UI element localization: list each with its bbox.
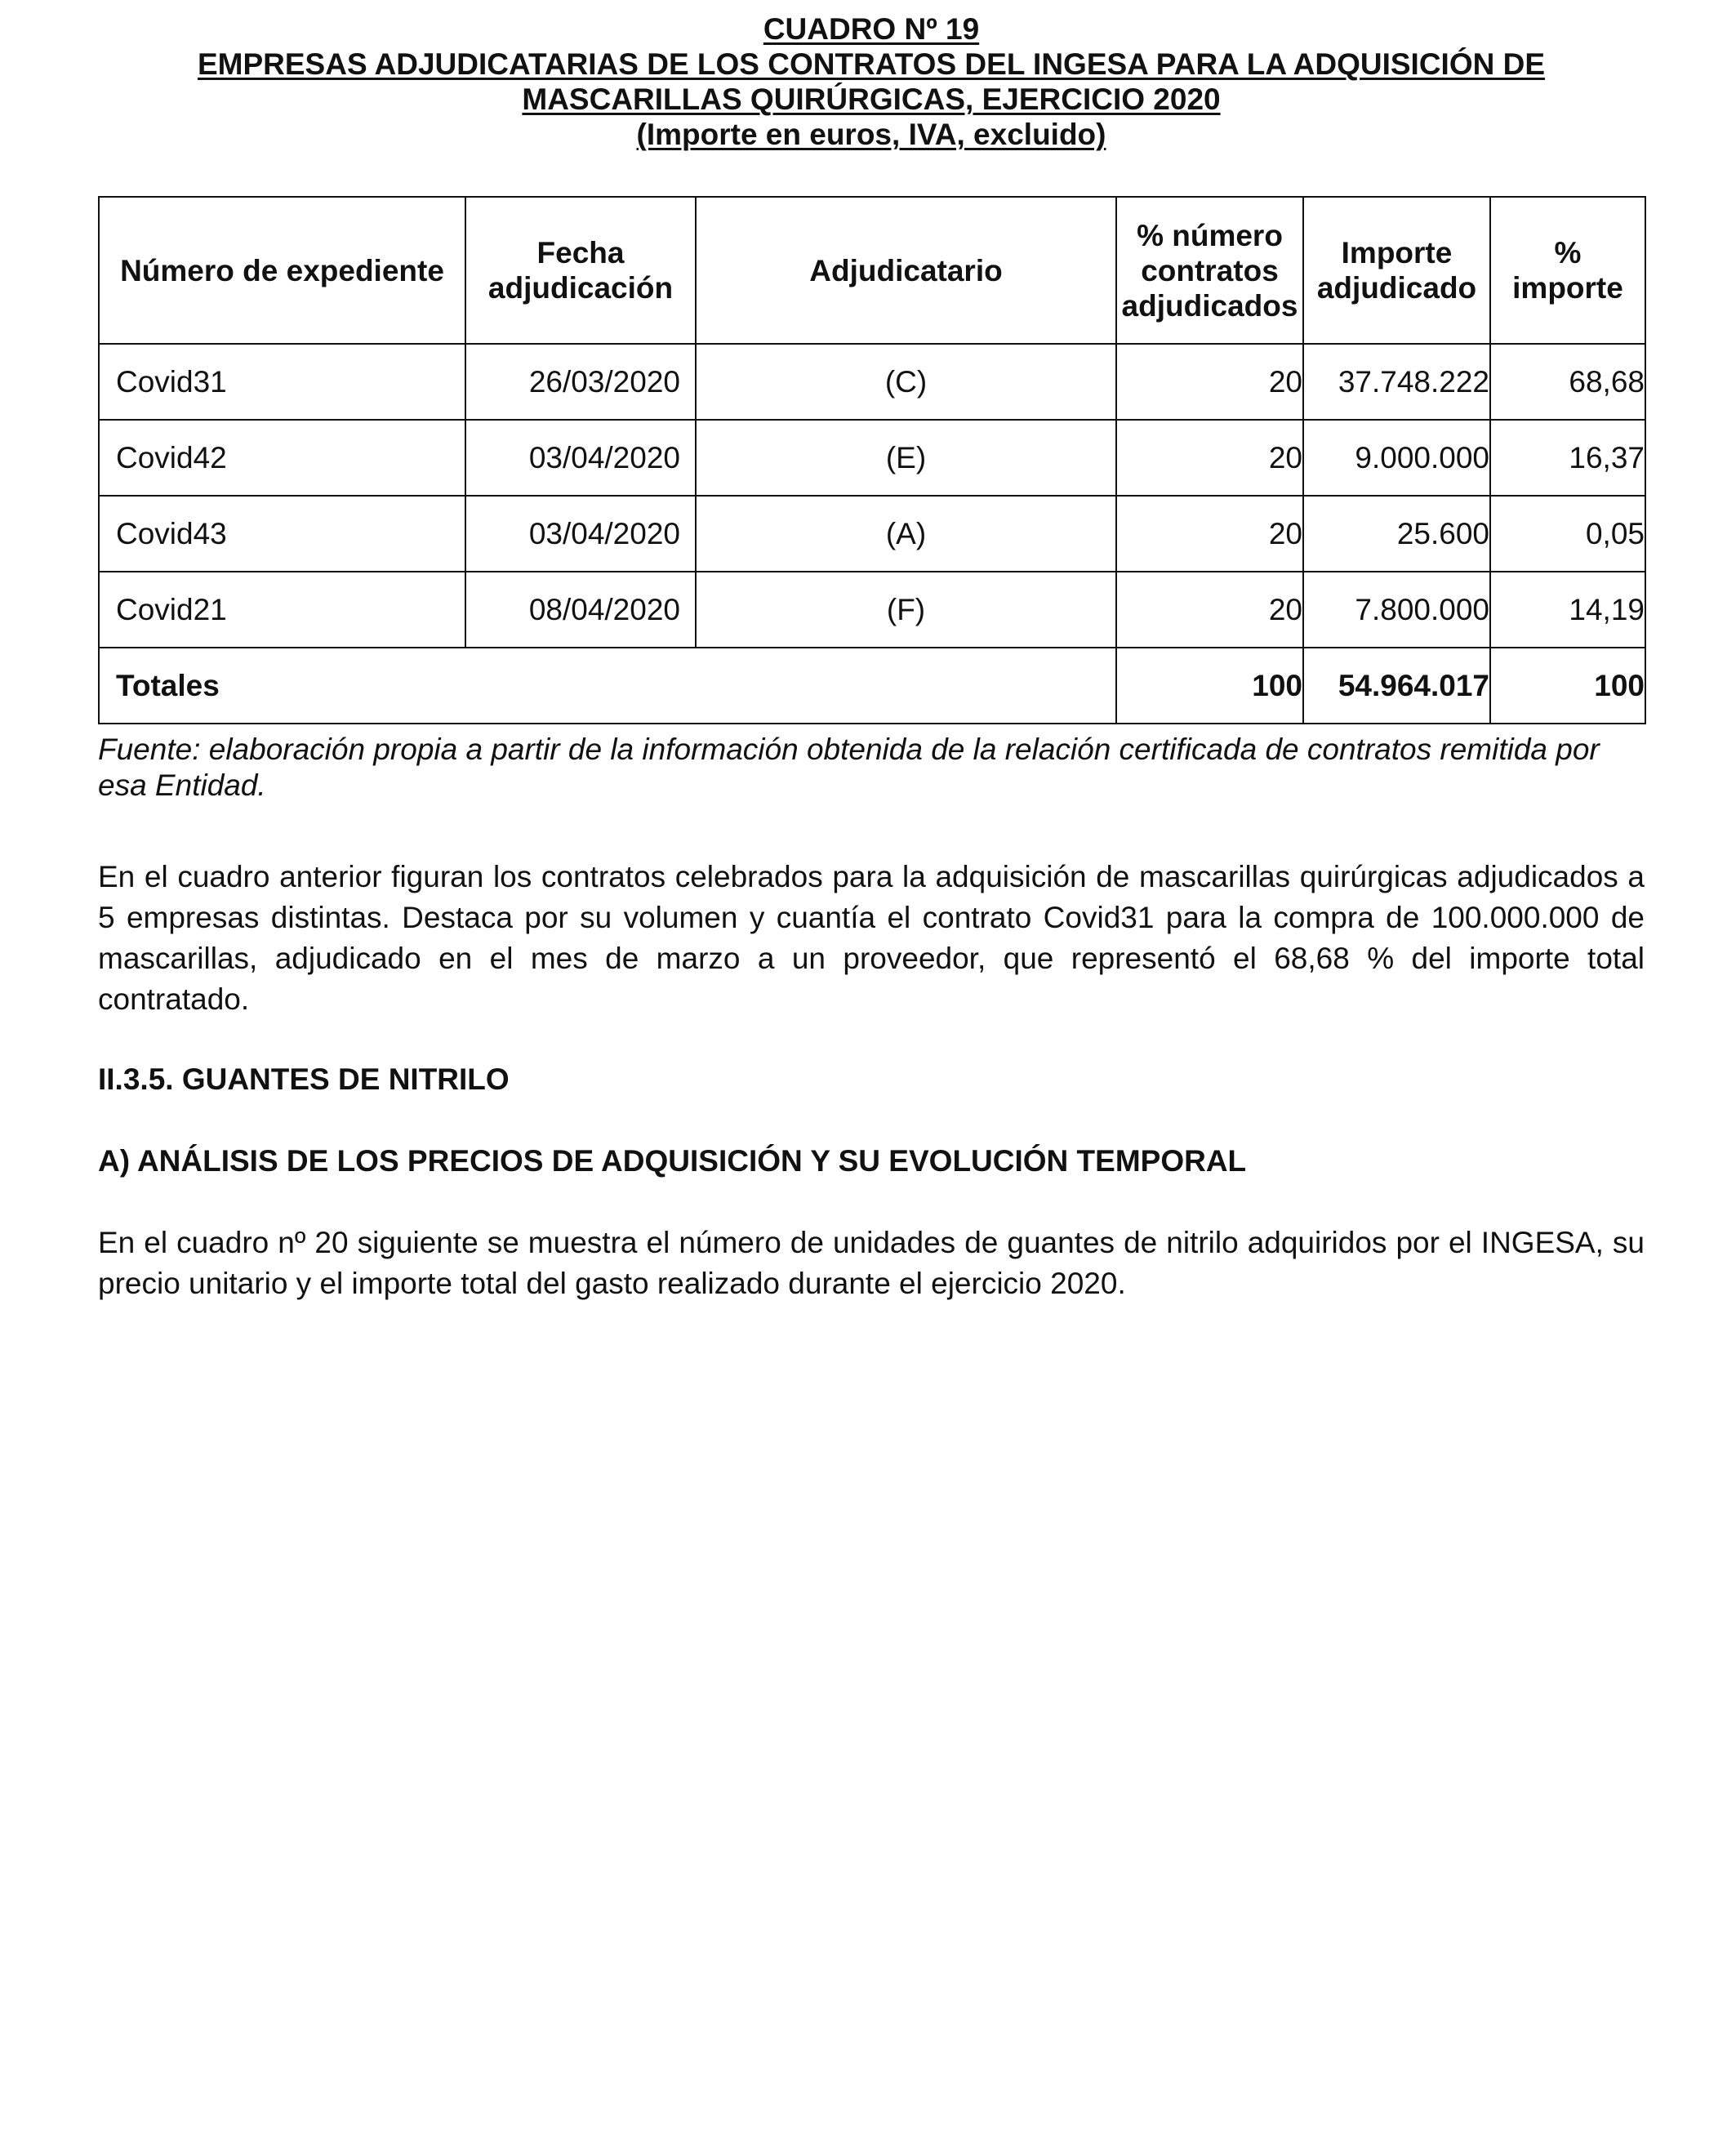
totals-importe: 54.964.017 <box>1303 648 1490 724</box>
header-pct-numero: % número contratos adjudicados <box>1116 197 1303 344</box>
cell-pct-importe: 68,68 <box>1490 344 1645 420</box>
paragraph-cuadro-20: En el cuadro nº 20 siguiente se muestra el número de unidades de guantes de nitrilo adquiridos por el INGESA, su precio unitario y el importe total del gasto realizado durante el ejercicio 2020. <box>98 1226 1645 1300</box>
table-header-row <box>99 197 1645 344</box>
cell-adjudicatario: (C) <box>696 344 1116 420</box>
cell-adjudicatario: (F) <box>696 572 1116 648</box>
contracts-table <box>98 196 1646 724</box>
table-title <box>98 11 1645 152</box>
cell-importe: 37.748.222 <box>1303 344 1490 420</box>
cell-expediente: Covid31 <box>99 344 465 420</box>
header-adjudicatario: Adjudicatario <box>696 197 1116 344</box>
totals-label: Totales <box>99 648 1116 724</box>
table-source-note: Fuente: elaboración propia a partir de la información obtenida de la relación certificada de contratos remitida por esa Entidad. <box>98 733 1600 802</box>
cell-pct-importe: 16,37 <box>1490 420 1645 496</box>
cell-pct-numero: 20 <box>1116 344 1303 420</box>
title-line-2: EMPRESAS ADJUDICATARIAS DE LOS CONTRATOS DEL INGESA PARA LA ADQUISICIÓN DE <box>197 47 1546 81</box>
cell-expediente: Covid43 <box>99 496 465 572</box>
cell-importe: 25.600 <box>1303 496 1490 572</box>
title-line-4: (Importe en euros, IVA, excluido) <box>636 118 1106 151</box>
header-expediente: Número de expediente <box>99 197 465 344</box>
cell-pct-numero: 20 <box>1116 496 1303 572</box>
totals-pct-numero: 100 <box>1116 648 1303 724</box>
header-fecha: Fecha adjudicación <box>465 197 696 344</box>
cell-fecha: 03/04/2020 <box>465 420 696 496</box>
cell-importe: 7.800.000 <box>1303 572 1490 648</box>
table-row <box>99 420 1645 496</box>
subsection-heading-precios: A) ANÁLISIS DE LOS PRECIOS DE ADQUISICIÓN Y SU EVOLUCIÓN TEMPORAL <box>98 1144 1247 1178</box>
header-pct-importe: % importe <box>1490 197 1645 344</box>
table-row <box>99 344 1645 420</box>
cell-expediente: Covid21 <box>99 572 465 648</box>
cell-pct-importe: 14,19 <box>1490 572 1645 648</box>
cell-expediente: Covid42 <box>99 420 465 496</box>
totals-pct-importe: 100 <box>1490 648 1645 724</box>
totals-row <box>99 648 1645 724</box>
title-line-3: MASCARILLAS QUIRÚRGICAS, EJERCICIO 2020 <box>522 82 1221 116</box>
paragraph-analysis: En el cuadro anterior figuran los contratos celebrados para la adquisición de mascarillas quirúrgicas adjudicados a 5 empresas distintas. Destaca por su volumen y cuantía el contrato Covid31 para la compra de 100.000.000 de mascarillas, adjudicado en el mes de marzo a un proveedor, que representó el 68,68 % del importe total contratado. <box>98 860 1645 1016</box>
cell-importe: 9.000.000 <box>1303 420 1490 496</box>
document-page <box>98 11 1645 1300</box>
cell-adjudicatario: (A) <box>696 496 1116 572</box>
table-row <box>99 496 1645 572</box>
cell-fecha: 26/03/2020 <box>465 344 696 420</box>
cell-pct-importe: 0,05 <box>1490 496 1645 572</box>
cell-pct-numero: 20 <box>1116 572 1303 648</box>
title-line-1: CUADRO Nº 19 <box>763 12 980 46</box>
cell-fecha: 08/04/2020 <box>465 572 696 648</box>
cell-fecha: 03/04/2020 <box>465 496 696 572</box>
cell-adjudicatario: (E) <box>696 420 1116 496</box>
cell-pct-numero: 20 <box>1116 420 1303 496</box>
header-importe: Importe adjudicado <box>1303 197 1490 344</box>
section-heading-guantes: II.3.5. GUANTES DE NITRILO <box>98 1062 510 1096</box>
table-row <box>99 572 1645 648</box>
